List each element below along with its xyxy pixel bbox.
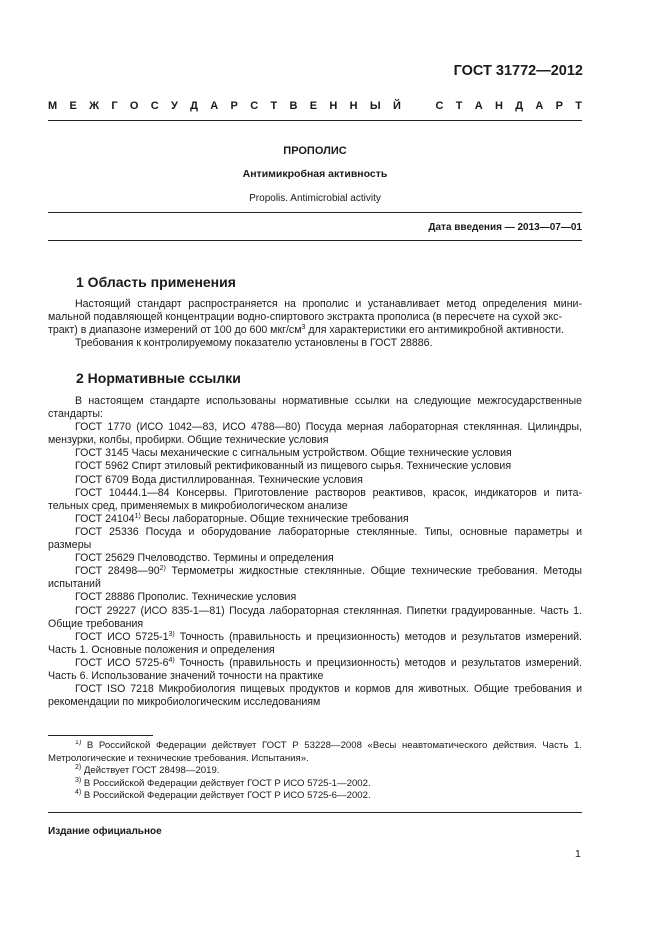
banner-letter: Т	[575, 100, 582, 112]
footnote: $^{3)}$ В Российской Федерации действует ГОСТ Р ИСО 5725-1—2002.	[75, 776, 371, 789]
banner-letter: Г	[111, 100, 118, 112]
footnote: $^{4)}$ В Российской Федерации действует ГОСТ Р ИСО 5725-6—2002.	[75, 789, 371, 801]
footnote: $^{2)}$ Действует ГОСТ 28498—2019.	[75, 764, 220, 776]
reference-line: испытаний	[48, 578, 101, 591]
banner-letter: Р	[230, 100, 238, 112]
banner-letter: А	[474, 100, 483, 112]
footnote-continuation: Метрологические и технические требования. Испытания».	[48, 752, 309, 764]
banner-letter: Ж	[89, 100, 100, 112]
reference-line: Часть 6. Использование значений точности на практике	[48, 669, 324, 682]
reference-line: ГОСТ 3145 Часы механические с сигнальным устройством. Общие технические условия	[75, 447, 512, 460]
banner-letter: Н	[349, 100, 358, 112]
section-2-intro-line: стандарты:	[48, 408, 103, 421]
banner-letter: С	[250, 100, 259, 112]
banner-letter: Е	[309, 100, 318, 112]
reference-line: ГОСТ 1770 (ИСО 1042—83, ИСО 4788—80) Посуда мерная лабораторная стеклянная. Цилиндры,	[75, 421, 582, 434]
effective-date: Дата введения — 2013—07—01	[428, 222, 582, 233]
reference-line: ГОСТ 10444.1—84 Консервы. Приготовление растворов реактивов, красок, индикаторов и пита-	[75, 486, 582, 499]
section-1-heading: 1 Область применения	[76, 274, 236, 290]
document-subtitle: Антимикробная активность	[242, 168, 388, 180]
title-rule	[48, 212, 582, 213]
banner-letter: Т	[270, 100, 278, 112]
reference-line: ГОСТ 28498—90$^{2)}$ Термометры жидкостные стеклянные. Общие технические требования. Методы	[75, 565, 582, 578]
banner-letter: А	[210, 100, 219, 112]
section-1-body	[48, 298, 582, 350]
banner-letter: О	[129, 100, 139, 112]
footer-rule	[48, 812, 582, 813]
banner-letter: Н	[329, 100, 338, 112]
reference-line: ГОСТ ИСО 5725-1$^{3)}$ Точность (правильность и прецизионность) методов и результатов измерений.	[75, 630, 582, 643]
reference-line: ГОСТ 6709 Вода дистиллированная. Технические условия	[75, 473, 363, 486]
section-1-line: Настоящий стандарт распространяется на прополис и устанавливает метод определения мини-	[75, 298, 582, 310]
section-2-heading: 2 Нормативные ссылки	[76, 370, 241, 386]
reference-line: Общие требования	[48, 617, 144, 630]
section-1-line: Требования к контролируемому показателю установлены в ГОСТ 28886.	[75, 337, 433, 350]
footnote-rule	[48, 735, 153, 736]
reference-line: ГОСТ 24104$^{1)}$ Весы лабораторные. Общие технические требования	[75, 512, 409, 525]
reference-line: ГОСТ 29227 (ИСО 835-1—81) Посуда лабораторная стеклянная. Пипетки градуированные. Часть 1.	[75, 604, 582, 617]
reference-line: ГОСТ 28886 Прополис. Технические условия	[75, 591, 297, 604]
banner-letter: Т	[455, 100, 463, 112]
reference-line: ГОСТ 25336 Посуда и оборудование лабораторные стеклянные. Типы, основные параметры и	[75, 525, 582, 538]
reference-line: мензурки, колбы, пробирки. Общие технические условия	[48, 434, 329, 447]
banner-letter: Е	[69, 100, 77, 112]
reference-line: ГОСТ ИСО 5725-6$^{4)}$ Точность (правильность и прецизионность) методов и результатов измерений.	[75, 656, 582, 669]
footnotes	[48, 740, 582, 803]
banner-letter: Д	[515, 100, 524, 112]
section-1-line: тракт) в диапазоне измерений от 100 до 600 мкг/$см^3$ для характеристики его антимикробной активности.	[48, 324, 564, 337]
footnote: $^{1)}$ В Российской Федерации действует ГОСТ Р 53228—2008 «Весы неавтоматического действия. Часть 1.	[75, 740, 582, 751]
document-title: ПРОПОЛИС	[283, 145, 347, 157]
standard-code: ГОСТ 31772—2012	[453, 63, 583, 79]
banner-letter: М	[48, 100, 58, 112]
banner-letter: С	[435, 100, 444, 112]
banner-letter: Д	[190, 100, 198, 112]
section-2-body	[48, 395, 582, 709]
page-number: 1	[575, 848, 581, 860]
banner-letter: Р	[555, 100, 563, 112]
reference-line: рекомендации по микробиологическим исследованиям	[48, 696, 321, 709]
date-rule	[48, 240, 582, 241]
banner-letter: А	[535, 100, 544, 112]
banner-letter: Ы	[369, 100, 381, 112]
reference-line: ГОСТ 5962 Спирт этиловый ректификованный из пищевого сырья. Технические условия	[75, 460, 512, 473]
banner-letter: В	[289, 100, 298, 112]
section-1-line: мальной подавляющей концентрации водно-спиртового экстракта прополиса (в пересчете на сухой экс-	[48, 311, 563, 324]
interstate-standard-banner	[48, 100, 582, 112]
reference-line: ГОСТ 25629 Пчеловодство. Термины и определения	[75, 552, 334, 565]
banner-letter: Н	[494, 100, 503, 112]
banner-letter: У	[171, 100, 178, 112]
reference-line: тельных сред, применяемых в микробиологическом анализе	[48, 499, 348, 512]
banner-letter: С	[150, 100, 159, 112]
official-edition-label: Издание официальное	[48, 826, 162, 837]
reference-line: Часть 1. Основные положения и определения	[48, 643, 275, 656]
header-rule	[48, 120, 582, 121]
section-2-intro-line: В настоящем стандарте использованы нормативные ссылки на следующие межгосударственные	[75, 395, 582, 407]
banner-letter: Й	[392, 100, 401, 112]
reference-line: ГОСТ ISO 7218 Микробиология пищевых продуктов и кормов для животных. Общие требования и	[75, 683, 582, 696]
reference-line: размеры	[48, 539, 92, 552]
banner-gap	[413, 100, 423, 112]
english-title: Propolis. Antimicrobial activity	[249, 193, 381, 204]
